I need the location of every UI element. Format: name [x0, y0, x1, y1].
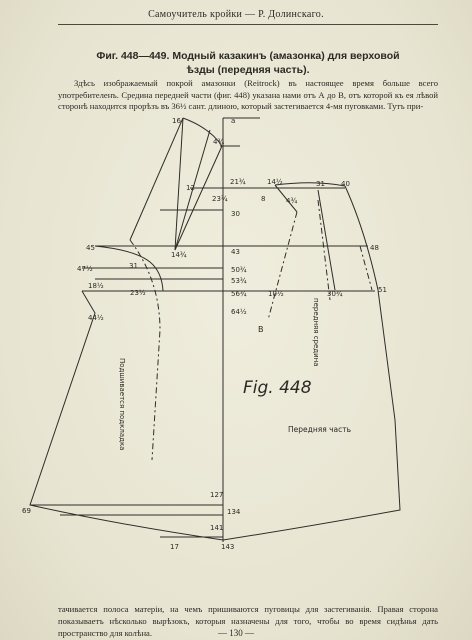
- label-47: 47½: [77, 265, 93, 273]
- label-14b: 14¾: [171, 251, 187, 259]
- intro-paragraph: Здѣсь изображаемый покрой амазонки (Reitrock) въ настоящее время больше всего употребителенъ. Средина передней части (фиг. 448) указана нами отъ А до В, отъ которой къ ея лѣвой сторонѣ находится прорѣзъ въ 36½ сант. длиною, который застегивается 4-мя пуговками. Тутъ при-: [58, 78, 438, 111]
- figure-title-line-2: ѣзды (передняя часть).: [186, 64, 310, 76]
- label-4b: 4¾: [286, 197, 298, 205]
- label-143: 143: [221, 543, 235, 551]
- dart-line-left: [175, 118, 183, 250]
- label-127: 127: [210, 491, 224, 499]
- label-134: 134: [227, 508, 241, 516]
- label-a: a: [231, 117, 236, 125]
- label-12: 12: [186, 184, 195, 192]
- facing-label: Подшивается подкладка: [118, 358, 126, 451]
- body-paragraph: тачивается полоса матеріи, на чемъ пришиваются пуговицы для застегиванія. Правая сторона показываетъ нѣсколько вырѣзокъ, которыя назначены для того, чтобы во время сидѣнья дать пространство для колѣна.: [58, 604, 438, 638]
- back-right-curve: [345, 186, 378, 290]
- label-64: 64½: [231, 308, 247, 316]
- figure-title-line-1: Фиг. 448—449. Модный казакинъ (амазонка) для верховой: [96, 50, 400, 62]
- label-17: 17: [170, 543, 179, 551]
- label-4: 4¾: [213, 138, 225, 146]
- label-16: 16: [172, 117, 181, 125]
- dash-lines: [130, 200, 372, 460]
- figure-number-label: Fig. 448: [243, 378, 312, 398]
- label-14: 14½: [267, 178, 283, 186]
- label-50: 50¾: [231, 266, 247, 274]
- center-front-dash: [268, 212, 297, 320]
- label-18: 18½: [88, 282, 104, 290]
- center-front-label: передняя средина: [312, 298, 320, 367]
- label-69: 69: [22, 507, 31, 515]
- running-head: Самоучитель кройки — Р. Долинскаго.: [148, 9, 324, 20]
- label-21: 21¾: [230, 178, 246, 186]
- label-51: 51: [378, 286, 387, 294]
- label-44: 44½: [88, 314, 104, 322]
- skirt-outline: [30, 290, 400, 540]
- shoulder-line: [130, 118, 183, 240]
- point-labels: [22, 117, 387, 551]
- label-10: 10½: [268, 290, 284, 298]
- label-30: 30: [231, 210, 240, 218]
- label-43: 43: [231, 248, 240, 256]
- label-8: 8: [261, 195, 266, 203]
- label-31: 31: [316, 180, 325, 188]
- label-31b: 31: [129, 262, 138, 270]
- label-45: 45: [86, 244, 95, 252]
- label-141: 141: [210, 524, 224, 532]
- back-top-curve: [275, 183, 345, 186]
- page-number: — 130 —: [218, 628, 254, 638]
- label-30b: 30¾: [327, 290, 343, 298]
- facing-dash-line: [130, 240, 160, 460]
- front-part-label: Передняя часть: [288, 425, 352, 434]
- label-23b: 23½: [130, 289, 146, 297]
- label-56: 56¾: [231, 290, 247, 298]
- label-40: 40: [341, 180, 350, 188]
- label-B: B: [258, 325, 264, 334]
- label-53: 53¾: [231, 277, 247, 285]
- side-dash-line: [360, 246, 372, 290]
- label-48: 48: [370, 244, 379, 252]
- label-23: 23¾: [212, 195, 228, 203]
